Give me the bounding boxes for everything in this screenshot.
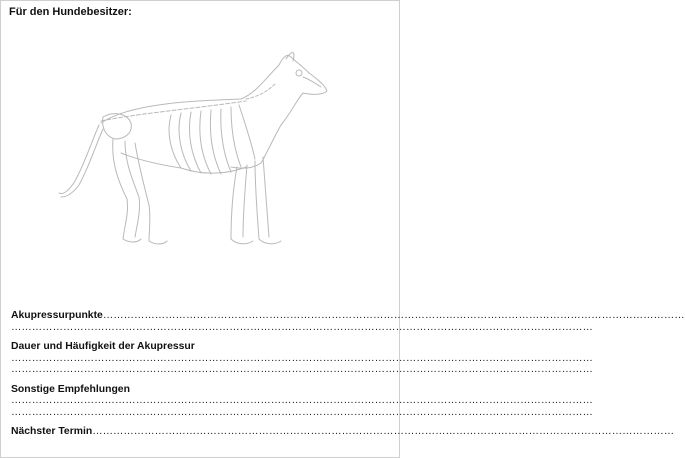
acupressure-points-label: Akupressurpunkte bbox=[11, 310, 103, 321]
next-appointment-label: Nächster Termin bbox=[11, 426, 93, 437]
other-recommendations-label: Sonstige Empfehlungen bbox=[11, 383, 130, 395]
recommendation-form bbox=[11, 310, 685, 438]
fill-dots: …………………………………………………………………………………………………………………………………………………… bbox=[92, 426, 675, 437]
next-appointment-field[interactable] bbox=[11, 426, 675, 438]
owner-heading: Für den Hundebesitzer: bbox=[9, 6, 132, 18]
other-recommendations-line-1[interactable]: …………………………………………………………………………………………………………………………………………………… bbox=[11, 395, 593, 406]
duration-line-2[interactable]: …………………………………………………………………………………………………………………………………………………… bbox=[11, 364, 593, 375]
duration-label: Dauer und Häufigkeit der Akupressur bbox=[11, 341, 195, 352]
acupressure-points-field[interactable] bbox=[11, 310, 685, 322]
duration-line-1[interactable]: …………………………………………………………………………………………………………………………………………………… bbox=[11, 352, 593, 364]
other-recommendations-line-2[interactable]: …………………………………………………………………………………………………………………………………………………… bbox=[11, 406, 593, 418]
acupressure-points-extra-line[interactable]: …………………………………………………………………………………………………………………………………………………… bbox=[11, 321, 593, 333]
dog-skeleton-illustration bbox=[41, 43, 361, 259]
fill-dots: …………………………………………………………………………………………………………………………………………………… bbox=[102, 310, 685, 321]
